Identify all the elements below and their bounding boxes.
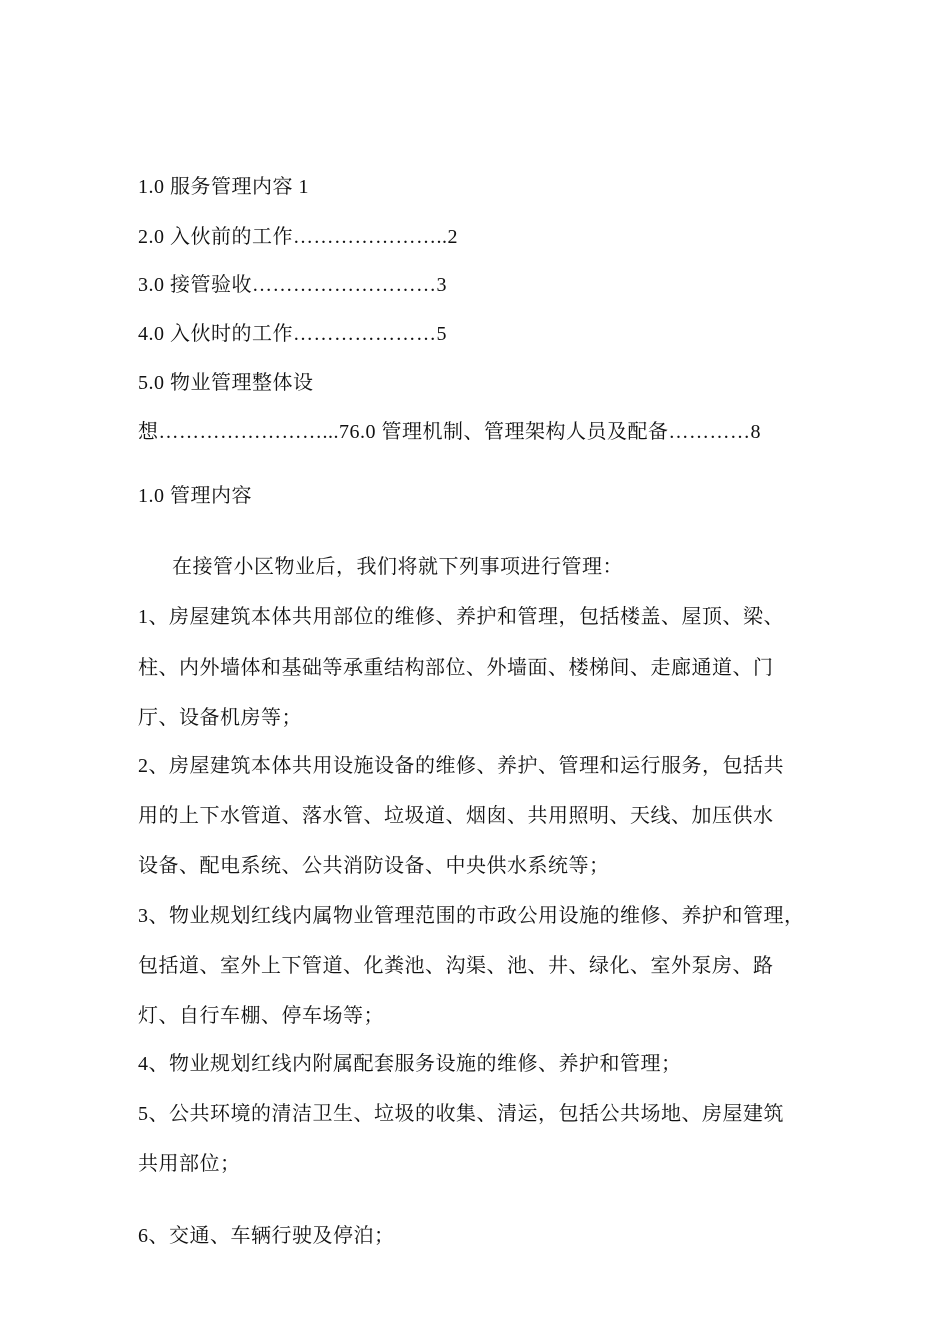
body-line: 用的上下水管道、落水管、垃圾道、烟囱、共用照明、天线、加压供水	[138, 805, 774, 827]
section-heading: 1.0 管理内容	[138, 485, 252, 507]
body-line: 4、物业规划红线内附属配套服务设施的维修、养护和管理；	[138, 1053, 682, 1075]
body-line: 1、房屋建筑本体共用部位的维修、养护和管理，包括楼盖、屋顶、梁、	[138, 606, 784, 628]
intro-paragraph: 在接管小区物业后，我们将就下列事项进行管理：	[172, 556, 623, 578]
body-line: 灯、自行车棚、停车场等；	[138, 1005, 384, 1027]
toc-entry: 5.0 物业管理整体设	[138, 372, 314, 394]
body-line: 柱、内外墙体和基础等承重结构部位、外墙面、楼梯间、走廊通道、门	[138, 657, 774, 679]
toc-entry: 1.0 服务管理内容 1	[138, 176, 309, 198]
body-line: 厅、设备机房等；	[138, 707, 302, 729]
body-line: 2、房屋建筑本体共用设施设备的维修、养护、管理和运行服务，包括共	[138, 755, 784, 777]
toc-entry: 2.0 入伙前的工作…………………..2	[138, 226, 458, 248]
body-line: 5、公共环境的清洁卫生、垃圾的收集、清运，包括公共场地、房屋建筑	[138, 1103, 784, 1125]
toc-entry: 想……………………...76.0 管理机制、管理架构人员及配备…………8	[138, 421, 761, 443]
body-line: 包括道、室外上下管道、化粪池、沟渠、池、井、绿化、室外泵房、路	[138, 955, 774, 977]
body-line: 3、物业规划红线内属物业管理范围的市政公用设施的维修、养护和管理，	[138, 905, 805, 927]
toc-entry: 4.0 入伙时的工作…………………5	[138, 323, 447, 345]
body-line: 设备、配电系统、公共消防设备、中央供水系统等；	[138, 855, 610, 877]
toc-entry: 3.0 接管验收………………………3	[138, 274, 447, 296]
body-line: 6、交通、车辆行驶及停泊；	[138, 1225, 395, 1247]
body-line: 共用部位；	[138, 1153, 241, 1175]
